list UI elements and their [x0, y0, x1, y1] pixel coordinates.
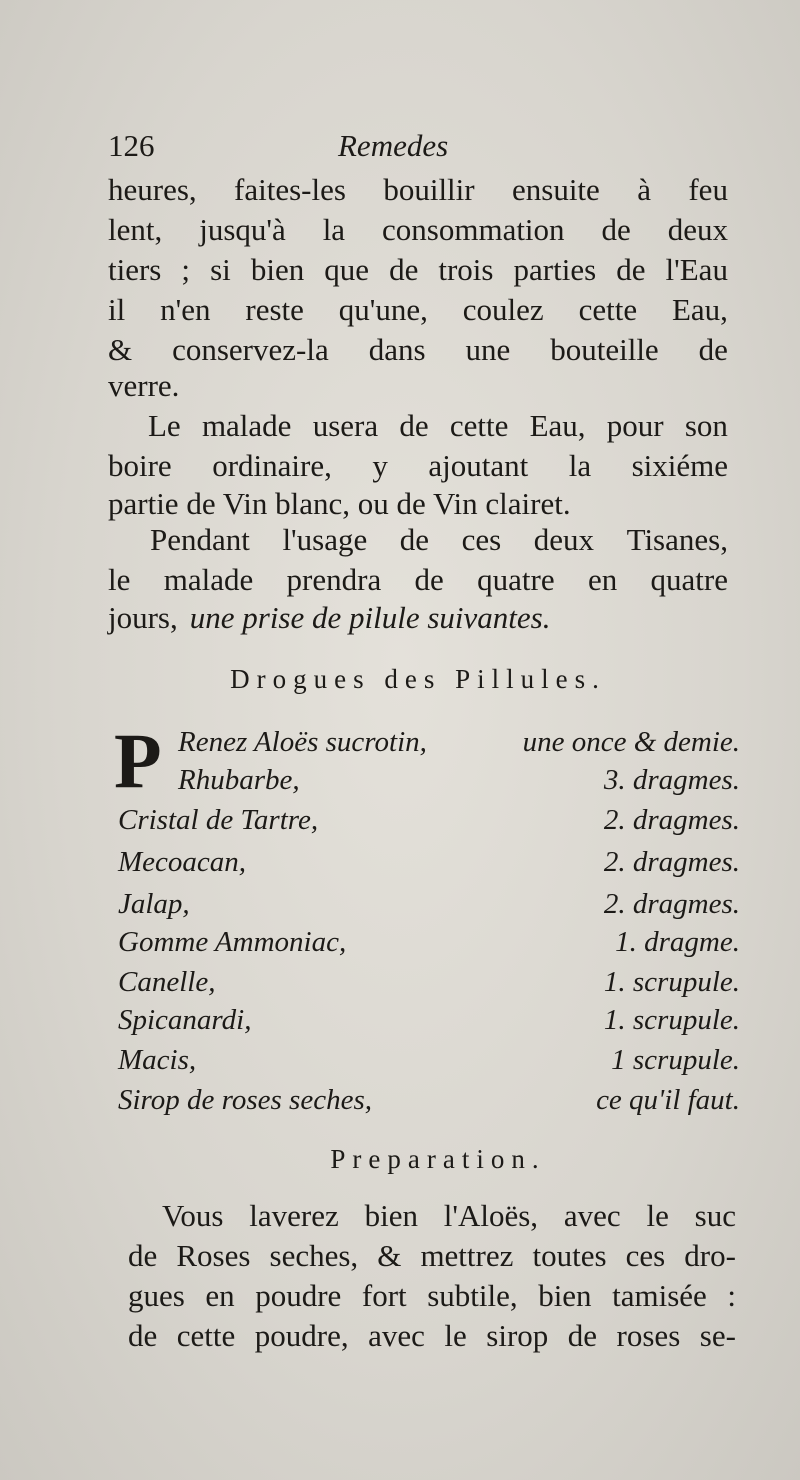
word: trois	[438, 252, 494, 287]
word: ordinaire,	[212, 448, 332, 483]
word: de	[128, 1318, 158, 1353]
word: le	[108, 562, 131, 597]
italic-text-span: une prise de pilule suivantes.	[189, 600, 551, 635]
text-line	[128, 1236, 736, 1276]
ingredient-row	[118, 1084, 740, 1122]
word: de	[128, 1238, 158, 1273]
running-title: Remedes	[338, 128, 449, 163]
ingredient-quantity: une once & demie.	[522, 726, 740, 758]
word: bouteille	[550, 332, 659, 367]
ingredient-name: Cristal de Tartre,	[118, 804, 319, 836]
word: prendra	[286, 562, 382, 597]
word: en	[587, 562, 618, 597]
text-line	[108, 290, 728, 330]
word: de	[616, 252, 646, 287]
ingredient-name: Sirop de roses seches,	[118, 1084, 372, 1116]
text-line	[148, 406, 728, 446]
word: toutes	[532, 1238, 607, 1273]
word: l'Aloës,	[443, 1198, 539, 1233]
word: roses	[616, 1318, 681, 1353]
word: l'usage	[282, 522, 368, 557]
word: y	[372, 448, 388, 483]
word: avec	[563, 1198, 621, 1233]
word: l'Eau	[665, 252, 728, 287]
ingredient-quantity: 2. dragmes.	[603, 888, 740, 920]
drop-cap: P	[114, 717, 162, 804]
word: conservez-la	[172, 332, 329, 367]
word: cette	[176, 1318, 236, 1353]
word: de	[399, 408, 429, 443]
text-line	[108, 330, 728, 370]
section-heading-preparation: Preparation.	[330, 1144, 546, 1174]
text-line: partie de Vin blanc, ou de Vin clairet.	[108, 486, 571, 521]
word: sixiéme	[631, 448, 728, 483]
word: Le	[148, 408, 181, 443]
ingredient-row	[118, 726, 740, 764]
word: cette	[449, 408, 509, 443]
ingredient-name: Mecoacan,	[118, 846, 247, 878]
word: de	[399, 522, 430, 557]
word: &	[377, 1238, 402, 1273]
ingredient-quantity: 1 scrupule.	[611, 1044, 740, 1076]
ingredient-quantity: 1. dragme.	[615, 926, 740, 958]
text-line	[128, 1276, 736, 1316]
text-line	[108, 210, 728, 250]
word: usera	[312, 408, 379, 443]
word: tamisée	[612, 1278, 707, 1313]
word: mettrez	[420, 1238, 514, 1273]
word: bouillir	[383, 172, 475, 207]
word: le	[646, 1198, 669, 1233]
ingredient-quantity: 2. dragmes.	[603, 804, 740, 836]
word: parties	[513, 252, 597, 287]
ingredient-name: Gomme Ammoniac,	[118, 926, 347, 958]
ingredient-quantity: 1. scrupule.	[603, 1004, 740, 1036]
ingredient-row	[118, 846, 740, 884]
word: qu'une,	[338, 292, 428, 327]
text-line	[108, 446, 728, 486]
word: faites-les	[234, 172, 346, 207]
ingredient-row	[118, 764, 740, 802]
word: avec	[368, 1318, 425, 1353]
ingredient-quantity: 2. dragmes.	[603, 846, 740, 878]
word: deux	[533, 522, 595, 557]
text-line	[108, 560, 728, 600]
ingredient-name: Canelle,	[118, 966, 216, 998]
word: seches,	[269, 1238, 359, 1273]
word: consommation	[382, 212, 565, 247]
word: si	[210, 252, 231, 287]
word: fort	[361, 1278, 407, 1313]
word: ces	[461, 522, 502, 557]
word: quatre	[477, 562, 555, 597]
ingredient-row	[118, 1004, 740, 1042]
word: ajoutant	[428, 448, 529, 483]
section-heading-drugs: Drogues des Pillules.	[230, 664, 606, 694]
word: se-	[699, 1318, 736, 1353]
word: cette	[578, 292, 638, 327]
word: Tisanes,	[626, 522, 728, 557]
word: malade	[201, 408, 292, 443]
word: lent,	[108, 212, 163, 247]
text-line	[108, 250, 728, 290]
word: :	[727, 1278, 736, 1313]
word: dans	[368, 332, 426, 367]
word: Roses	[176, 1238, 251, 1273]
word: de	[414, 562, 444, 597]
word: coulez	[462, 292, 544, 327]
word: bien	[538, 1278, 592, 1313]
word: à	[637, 172, 651, 207]
word: pour	[606, 408, 664, 443]
word: il	[108, 292, 126, 327]
ingredient-quantity: 3. dragmes.	[603, 764, 740, 796]
word: quatre	[650, 562, 728, 597]
word: deux	[667, 212, 728, 247]
ingredient-name: Macis,	[118, 1044, 197, 1076]
ingredient-row	[118, 1044, 740, 1082]
word: de	[389, 252, 419, 287]
page-header	[108, 128, 728, 168]
word: une	[465, 332, 511, 367]
word: Pendant	[150, 522, 250, 557]
text-line	[108, 170, 728, 210]
word: laverez	[249, 1198, 339, 1233]
word: en	[205, 1278, 235, 1313]
word: sirop	[486, 1318, 549, 1353]
word: &	[108, 332, 133, 367]
word: de	[567, 1318, 598, 1353]
word: heures,	[108, 172, 197, 207]
word: subtile,	[427, 1278, 518, 1313]
ingredient-name: Rhubarbe,	[178, 764, 300, 796]
word: n'en	[160, 292, 211, 327]
word: tiers	[108, 252, 162, 287]
word: Vous	[162, 1198, 224, 1233]
word: Eau,	[671, 292, 728, 327]
word: de	[698, 332, 728, 367]
ingredient-quantity: ce qu'il faut.	[596, 1084, 740, 1116]
word: poudre	[255, 1278, 342, 1313]
ingredient-name: Spicanardi,	[118, 1004, 252, 1036]
word: de	[601, 212, 631, 247]
text-line	[150, 520, 728, 560]
word: reste	[245, 292, 304, 327]
word: son	[684, 408, 728, 443]
text-line	[162, 1196, 736, 1236]
word: ;	[181, 252, 191, 287]
word: suc	[694, 1198, 736, 1233]
ingredient-name: Jalap,	[118, 888, 190, 920]
text-line	[128, 1316, 736, 1356]
word: dro-	[684, 1238, 736, 1273]
text-line-with-italic	[108, 598, 728, 638]
word: bien	[250, 252, 305, 287]
ingredient-quantity: 1. scrupule.	[603, 966, 740, 998]
word: jusqu'à	[199, 212, 286, 247]
word: bien	[364, 1198, 418, 1233]
ingredient-row	[118, 966, 740, 1004]
ingredient-name: Renez Aloës sucrotin,	[178, 726, 427, 758]
word: malade	[163, 562, 254, 597]
ingredient-row	[118, 804, 740, 842]
ingredient-row	[118, 888, 740, 926]
word: gues	[128, 1278, 185, 1313]
word: ensuite	[512, 172, 600, 207]
text-line: verre.	[108, 368, 180, 403]
word: le	[444, 1318, 467, 1353]
word: la	[322, 212, 346, 247]
text-span: jours,	[108, 600, 178, 635]
word: Eau,	[529, 408, 586, 443]
word: que	[324, 252, 370, 287]
word: poudre,	[254, 1318, 349, 1353]
page-number: 126	[108, 128, 155, 163]
word: la	[568, 448, 592, 483]
word: ces	[625, 1238, 666, 1273]
word: boire	[108, 448, 172, 483]
ingredient-row	[118, 926, 740, 964]
word: feu	[688, 172, 728, 207]
